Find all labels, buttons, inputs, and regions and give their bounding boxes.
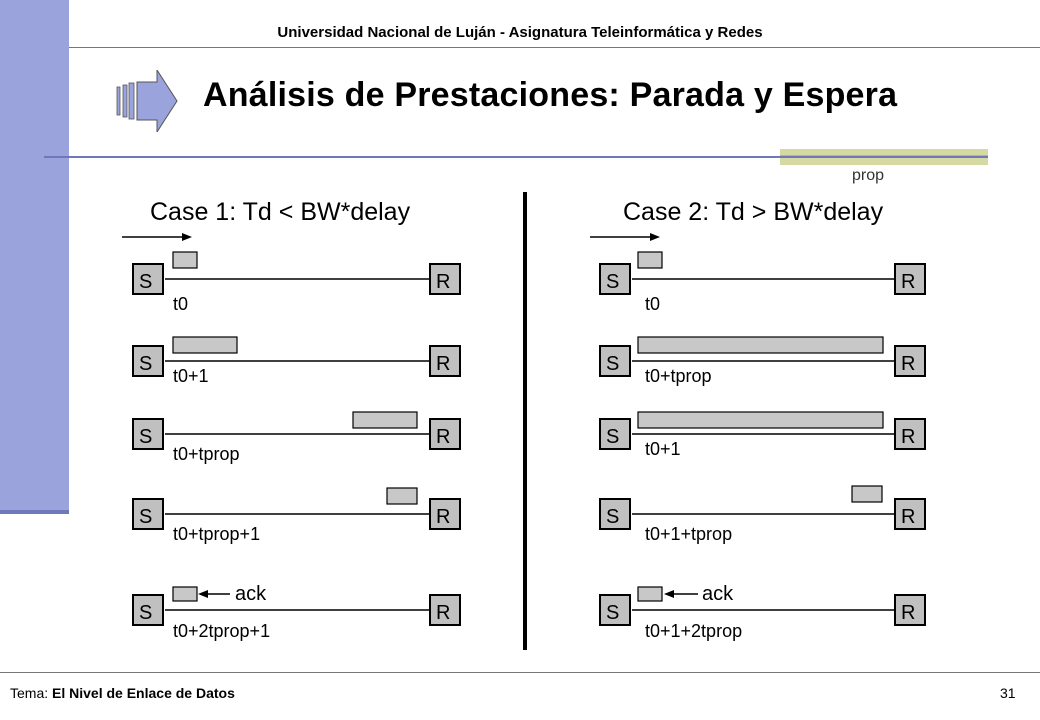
- footer-divider: [0, 672, 1040, 673]
- sender-label: S: [606, 506, 620, 528]
- case1-step-2: [133, 337, 460, 386]
- stop-and-wait-diagram: [100, 160, 1000, 660]
- data-frame: [638, 337, 883, 353]
- case2-step-4: [600, 486, 925, 544]
- ack-label: ack: [702, 583, 734, 605]
- case2-panel: [590, 198, 925, 641]
- data-frame: [387, 488, 417, 504]
- data-frame: [638, 412, 883, 428]
- case1-step-4: [133, 488, 460, 544]
- receiver-label: R: [436, 353, 451, 375]
- data-frame: [353, 412, 417, 428]
- receiver-label: R: [901, 426, 916, 448]
- time-label: t0: [173, 294, 189, 314]
- sender-label: S: [606, 353, 620, 375]
- case2-direction-arrowhead: [650, 233, 660, 241]
- ack-label: ack: [235, 583, 267, 605]
- time-label: t0+1: [645, 439, 681, 459]
- case2-heading: Case 2: Td > BW*delay: [623, 198, 884, 226]
- page-title: Análisis de Prestaciones: Parada y Espera: [203, 76, 898, 114]
- ack-frame: [173, 587, 197, 601]
- receiver-label: R: [436, 426, 451, 448]
- receiver-label: R: [901, 506, 916, 528]
- data-frame: [852, 486, 882, 502]
- side-decoration-bar: [0, 0, 69, 512]
- time-label: t0+1+tprop: [645, 524, 733, 544]
- case2-step-5: [600, 583, 925, 641]
- time-label: t0+1+2tprop: [645, 621, 743, 641]
- title-divider: [44, 156, 988, 158]
- receiver-label: R: [901, 353, 916, 375]
- receiver-label: R: [436, 506, 451, 528]
- course-header: Universidad Nacional de Luján - Asignatura Teleinformática y Redes: [277, 24, 763, 41]
- case1-step-3: [133, 412, 460, 464]
- case2-step-3: [600, 412, 925, 459]
- receiver-label: R: [436, 602, 451, 624]
- data-frame: [173, 252, 197, 268]
- side-decoration-edge: [0, 510, 69, 514]
- title-arrow-icon: [115, 70, 181, 132]
- ack-frame: [638, 587, 662, 601]
- footer-topic-line: [10, 685, 235, 701]
- sender-label: S: [139, 353, 153, 375]
- sender-label: S: [139, 602, 153, 624]
- footer-topic: El Nivel de Enlace de Datos: [52, 685, 235, 701]
- residual-label: prop: [852, 167, 885, 184]
- receiver-label: R: [901, 602, 916, 624]
- ack-arrowhead: [198, 590, 208, 598]
- case2-step-1: [600, 252, 925, 314]
- page-number: 31: [1000, 685, 1016, 701]
- sender-label: S: [139, 271, 153, 293]
- sender-label: S: [139, 426, 153, 448]
- time-label: t0+tprop: [645, 366, 712, 386]
- time-label: t0+1: [173, 366, 209, 386]
- sender-label: S: [606, 602, 620, 624]
- case1-step-5: [133, 583, 460, 641]
- data-frame: [638, 252, 662, 268]
- case2-step-2: [600, 337, 925, 386]
- sender-label: S: [139, 506, 153, 528]
- receiver-label: R: [436, 271, 451, 293]
- sender-label: S: [606, 426, 620, 448]
- header-divider: [69, 47, 1040, 48]
- case1-panel: [122, 198, 460, 641]
- case1-direction-arrowhead: [182, 233, 192, 241]
- sender-label: S: [606, 271, 620, 293]
- footer-topic-label: Tema:: [10, 685, 49, 701]
- case1-step-1: [133, 252, 460, 314]
- ack-arrowhead: [664, 590, 674, 598]
- time-label: t0+tprop+1: [173, 524, 261, 544]
- data-frame: [173, 337, 237, 353]
- time-label: t0+2tprop+1: [173, 621, 271, 641]
- case1-heading: Case 1: Td < BW*delay: [150, 198, 411, 226]
- time-label: t0: [645, 294, 661, 314]
- time-label: t0+tprop: [173, 444, 240, 464]
- receiver-label: R: [901, 271, 916, 293]
